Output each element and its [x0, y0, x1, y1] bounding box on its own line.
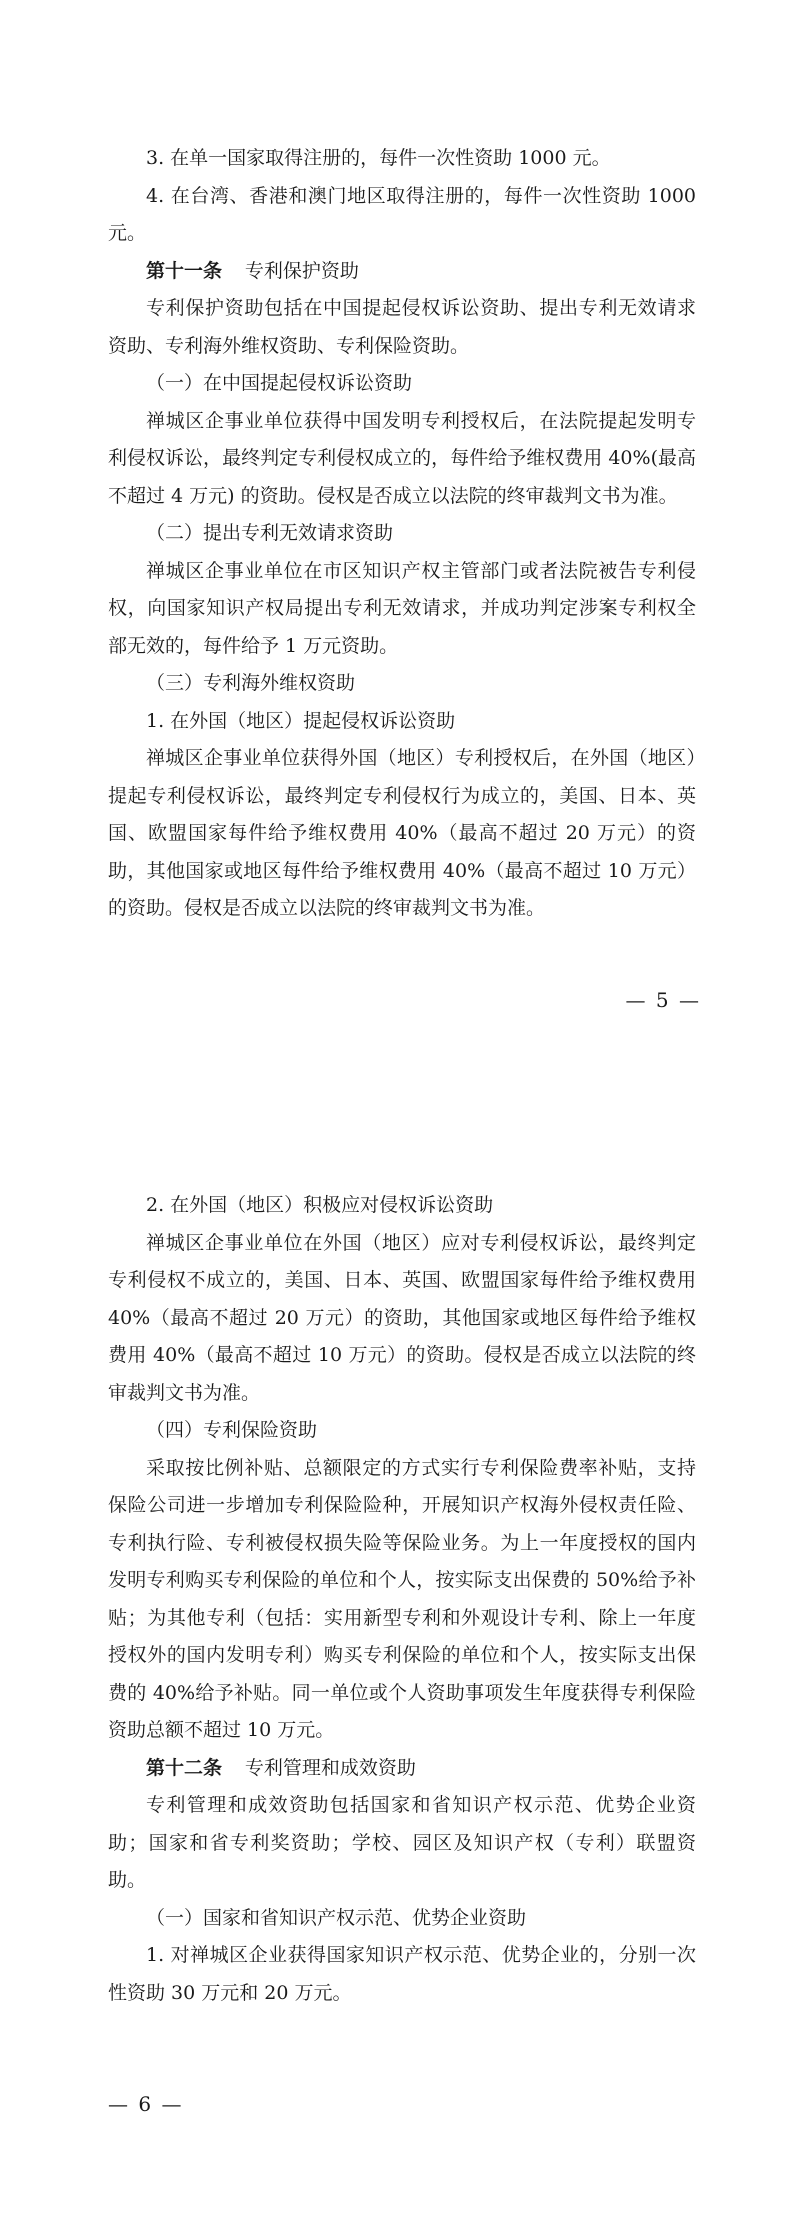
- article-heading: [108, 253, 696, 291]
- paragraph: 禅城区企事业单位在外国（地区）应对专利侵权诉讼，最终判定专利侵权不成立的，美国、日本、英国、欧盟国家每件给予维权费用 40%（最高不超过 20 万元）的资助，其他国家或地区每件给予维权费用 40%（最高不超过 10 万元）的资助。侵权是否成立以法院的终审裁判文书为准。: [108, 1231, 696, 1404]
- paragraph: 禅城区企事业单位获得外国（地区）专利授权后，在外国（地区）提起专利侵权诉讼，最终判定专利侵权行为成立的，美国、日本、英国、欧盟国家每件给予维权费用 40%（最高不超过 20 万元）的资助，其他国家或地区每件给予维权费用 40%（最高不超过 10 万元）的资助。侵权是否成立以法院的终审裁判文书为准。: [108, 747, 696, 919]
- section-heading: （一）在中国提起侵权诉讼资助: [146, 372, 413, 394]
- paragraph: 采取按比例补贴、总额限定的方式实行专利保险费率补贴，支持保险公司进一步增加专利保险险种，开展知识产权海外侵权责任险、专利执行险、专利被侵权损失险等保险业务。为上一年度授权的国内发明专利购买专利保险的单位和个人，按实际支出保费的 50%给予补贴；为其他专利（包括：实用新型专利和外观设计专利、除上一年度授权外的国内发明专利）购买专利保险的单位和个人，按实际支出保费的 40%给予补贴。同一单位或个人资助事项发生年度获得专利保险资助总额不超过 10 万元。: [108, 1456, 696, 1741]
- paragraph: 专利保护资助包括在中国提起侵权诉讼资助、提出专利无效请求资助、专利海外维权资助、专利保险资助。: [108, 297, 696, 357]
- paragraph: 禅城区企事业单位获得中国发明专利授权后，在法院提起发明专利侵权诉讼，最终判定专利侵权成立的，每件给予维权费用 40%(最高不超过 4 万元) 的资助。侵权是否成立以法院的终审裁判文书为准。: [108, 409, 696, 507]
- paragraph: 禅城区企事业单位在市区知识产权主管部门或者法院被告专利侵权，向国家知识产权局提出专利无效请求，并成功判定涉案专利权全部无效的，每件给予 1 万元资助。: [108, 559, 696, 657]
- paragraph: 1. 对禅城区企业获得国家知识产权示范、优势企业的，分别一次性资助 30 万元和 20 万元。: [108, 1944, 696, 2004]
- article-title: 专利保护资助: [244, 259, 359, 282]
- section-heading: （二）提出专利无效请求资助: [146, 522, 394, 544]
- page-number: — 5 —: [625, 988, 701, 1012]
- article-number: 第十一条: [146, 259, 223, 282]
- page-number: — 6 —: [108, 2092, 184, 2116]
- article-heading: [108, 1750, 696, 1788]
- document-page-6: [0, 1090, 801, 2215]
- section-heading: （一）国家和省知识产权示范、优势企业资助: [146, 1906, 527, 1929]
- subsection-heading: 2. 在外国（地区）积极应对侵权诉讼资助: [146, 1194, 494, 1216]
- paragraph: 4. 在台湾、香港和澳门地区取得注册的，每件一次性资助 1000 元。: [108, 184, 696, 244]
- article-number: 第十二条: [146, 1756, 223, 1779]
- section-heading: （三）专利海外维权资助: [146, 672, 356, 694]
- document-page-5: [0, 0, 801, 1090]
- page-body: [108, 1187, 696, 2012]
- subsection-heading: 1. 在外国（地区）提起侵权诉讼资助: [146, 709, 456, 732]
- paragraph: 专利管理和成效资助包括国家和省知识产权示范、优势企业资助；国家和省专利奖资助；学校、园区及知识产权（专利）联盟资助。: [108, 1794, 696, 1891]
- paragraph: 3. 在单一国家取得注册的，每件一次性资助 1000 元。: [146, 147, 611, 169]
- section-heading: （四）专利保险资助: [146, 1419, 318, 1441]
- page-body: [108, 140, 696, 928]
- article-title: 专利管理和成效资助: [244, 1756, 416, 1779]
